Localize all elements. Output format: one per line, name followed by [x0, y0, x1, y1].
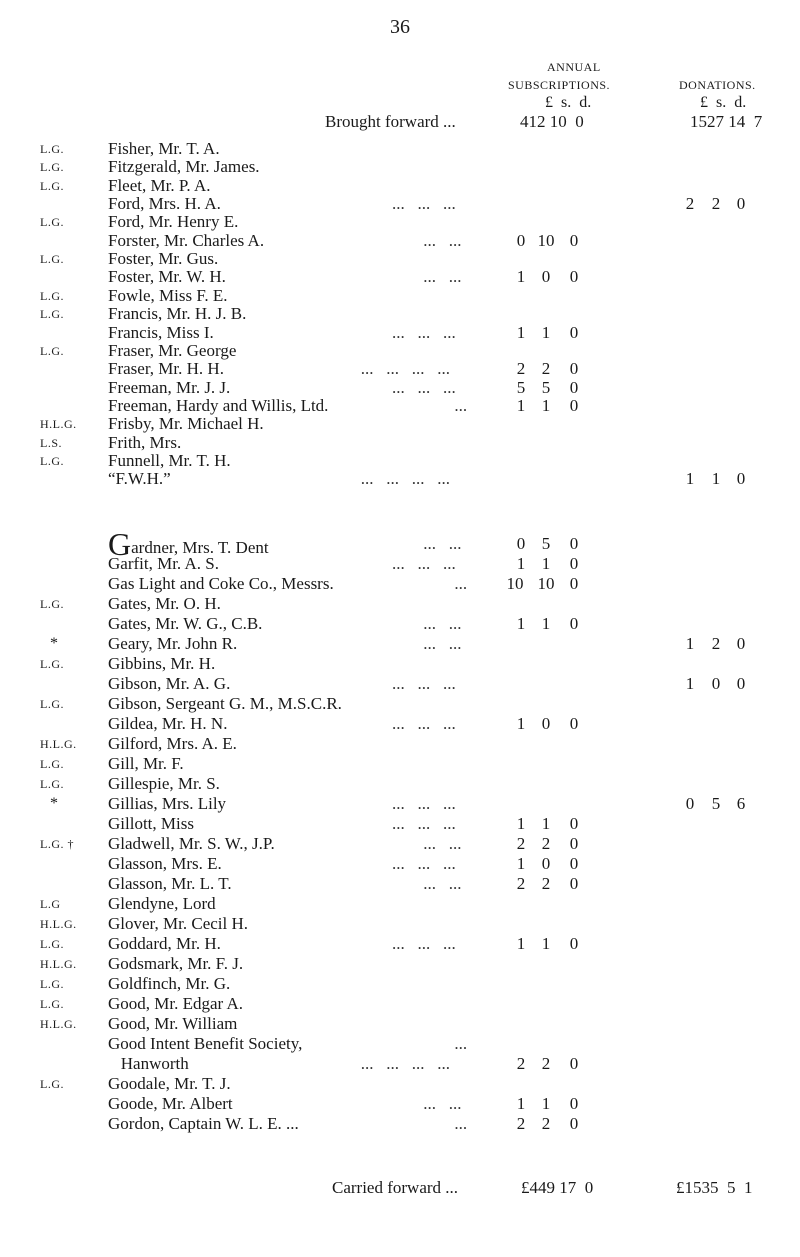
- donation-amount-shillings: 2: [711, 194, 721, 214]
- annual-amount-shillings: 0: [541, 267, 551, 287]
- entry-name: Glover, Mr. Cecil H.: [108, 914, 249, 933]
- annual-amount-pence: 0: [569, 554, 579, 573]
- annual-amount-pounds: 1: [516, 614, 526, 633]
- list-item: [0, 286, 800, 306]
- leader-dots: ...: [454, 395, 468, 415]
- list-item: [0, 341, 800, 361]
- list-item: [0, 814, 800, 834]
- list-item: [0, 526, 800, 562]
- entry-name: Good, Mr. Edgar A.: [108, 994, 244, 1013]
- entry-mark: L.G.: [40, 937, 64, 951]
- leader-dots: ... ... ...: [392, 674, 456, 693]
- entry-name: Gates, Mr. O. H.: [108, 594, 221, 613]
- list-item: [0, 954, 800, 974]
- annual-amount-shillings: 5: [541, 377, 551, 397]
- annual-amount-shillings: 10: [537, 230, 555, 250]
- donations-header: DONATIONS.: [679, 78, 756, 92]
- list-item: [0, 194, 800, 214]
- annual-amount-pence: 0: [569, 1094, 579, 1113]
- annual-amount-pounds: 1: [516, 814, 526, 833]
- list-item: [0, 414, 800, 434]
- annual-amount-pence: 0: [569, 322, 579, 342]
- annual-amount-shillings: 1: [541, 1094, 551, 1113]
- list-item: [0, 694, 800, 714]
- annual-amount-pence: 0: [569, 359, 579, 379]
- leader-dots: ...: [454, 1034, 468, 1053]
- donation-amount-pounds: 1: [685, 634, 695, 653]
- brought-forward-label: Brought forward ...: [325, 112, 456, 131]
- annual-amount-shillings: 10: [537, 574, 555, 593]
- annual-amount-pence: 0: [569, 714, 579, 733]
- list-item: [0, 634, 800, 654]
- list-item: [0, 249, 800, 269]
- annual-amount-shillings: 0: [541, 854, 551, 873]
- list-item: [0, 774, 800, 794]
- entry-name: Fitzgerald, Mr. James.: [108, 157, 260, 177]
- entry-name: Gillott, Miss: [108, 814, 194, 833]
- donation-amount-shillings: 1: [711, 469, 721, 489]
- annual-amount-pence: 0: [569, 1114, 579, 1133]
- leader-dots: ... ... ... ...: [360, 469, 451, 489]
- entry-name: Gibson, Mr. A. G.: [108, 674, 231, 693]
- leader-dots: ... ...: [423, 634, 462, 653]
- entry-name: Gildea, Mr. H. N.: [108, 714, 228, 733]
- entry-name: Freeman, Hardy and Willis, Ltd.: [108, 395, 329, 415]
- leader-dots: ... ... ...: [392, 377, 456, 397]
- annual-amount-shillings: 2: [541, 1114, 551, 1133]
- entry-mark: H.L.G.: [40, 917, 77, 931]
- annual-amount-pounds: 2: [516, 1114, 526, 1133]
- carried-forward-label: Carried forward ...: [332, 1178, 459, 1197]
- list-item: [0, 734, 800, 754]
- carried-forward-annual: £449 17 0: [521, 1178, 594, 1197]
- annual-amount-pounds: 0: [516, 230, 526, 250]
- annual-header: ANNUAL: [547, 60, 601, 74]
- annual-amount-shillings: 2: [541, 834, 551, 853]
- leader-dots: ... ... ...: [392, 854, 456, 873]
- annual-amount-pounds: 2: [516, 359, 526, 379]
- entry-mark: L.G.: [40, 453, 64, 468]
- entry-name: Glasson, Mrs. E.: [108, 854, 222, 873]
- annual-amount-pence: 0: [569, 267, 579, 287]
- list-item: [0, 754, 800, 774]
- annual-amount-pounds: 1: [516, 322, 526, 342]
- entry-mark: L.G.: [40, 307, 64, 322]
- annual-amount-pounds: 2: [516, 1054, 526, 1073]
- entry-name: Funnell, Mr. T. H.: [108, 450, 231, 470]
- leader-dots: ... ... ...: [392, 714, 456, 733]
- annual-amount-shillings: 1: [541, 814, 551, 833]
- annual-amount-shillings: 5: [541, 534, 551, 553]
- annual-amount-shillings: 1: [541, 395, 551, 415]
- entry-name: Gordon, Captain W. L. E. ...: [108, 1114, 299, 1133]
- entry-name: Gates, Mr. W. G., C.B.: [108, 614, 263, 633]
- list-item: [0, 974, 800, 994]
- annual-amount-pounds: 1: [516, 395, 526, 415]
- list-item: [0, 451, 800, 471]
- list-item: [0, 914, 800, 934]
- entry-name: Garfit, Mr. A. S.: [108, 554, 219, 573]
- leader-dots: ... ... ...: [392, 554, 456, 573]
- list-item: [0, 874, 800, 894]
- donation-amount-pounds: 0: [685, 794, 695, 813]
- entry-mark: L.G.: [40, 252, 64, 267]
- entry-name: Gladwell, Mr. S. W., J.P.: [108, 834, 275, 853]
- annual-amount-pounds: 1: [516, 1094, 526, 1113]
- entry-mark: L.G.: [40, 215, 64, 230]
- entry-initial: G: [108, 526, 132, 562]
- list-item: [0, 267, 800, 287]
- annual-amount-pounds: 1: [516, 854, 526, 873]
- list-item: [0, 1074, 800, 1094]
- entry-name: Goddard, Mr. H.: [108, 934, 221, 953]
- donation-amount-shillings: 5: [711, 794, 721, 813]
- annual-amount-shillings: 1: [541, 322, 551, 342]
- entry-mark: L.G.: [40, 757, 64, 771]
- entry-name: Gilford, Mrs. A. E.: [108, 734, 237, 753]
- entry-mark: L.G. †: [40, 837, 74, 851]
- list-item: [0, 212, 800, 232]
- annual-amount-shillings: 0: [541, 714, 551, 733]
- donation-amount-pence: 0: [736, 634, 746, 653]
- leader-dots: ...: [454, 574, 468, 593]
- leader-dots: ... ... ... ...: [360, 359, 451, 379]
- entry-mark: H.L.G.: [40, 417, 77, 432]
- list-item: [0, 378, 800, 398]
- entry-mark: L.G.: [40, 777, 64, 791]
- leader-dots: ... ... ...: [392, 194, 456, 214]
- list-item: [0, 157, 800, 177]
- list-item: [0, 654, 800, 674]
- entry-name: Gillias, Mrs. Lily: [108, 794, 227, 813]
- list-item: [0, 854, 800, 874]
- annual-amount-pence: 0: [569, 614, 579, 633]
- entry-name: Ford, Mrs. H. A.: [108, 194, 221, 214]
- entry-name: Forster, Mr. Charles A.: [108, 230, 265, 250]
- list-item: [0, 554, 800, 574]
- list-item: [0, 433, 800, 453]
- list-item: [0, 794, 800, 814]
- entry-mark: L.G.: [40, 697, 64, 711]
- list-item: [0, 304, 800, 324]
- entry-name: Freeman, Mr. J. J.: [108, 377, 231, 397]
- list-item: [0, 176, 800, 196]
- annual-amount-pounds: 2: [516, 834, 526, 853]
- list-item: [0, 231, 800, 251]
- leader-dots: ... ... ...: [392, 322, 456, 342]
- donations-units: £ s. d.: [700, 94, 747, 111]
- entry-mark: H.L.G.: [40, 1017, 77, 1031]
- donation-amount-pence: 6: [736, 794, 746, 813]
- list-item: [0, 834, 800, 854]
- donation-amount-pounds: 1: [685, 469, 695, 489]
- entry-name: Gibbins, Mr. H.: [108, 654, 216, 673]
- entry-mark: *: [50, 635, 59, 652]
- list-item: [0, 1094, 800, 1114]
- entry-name: “F.W.H.”: [108, 469, 171, 489]
- entry-name: Goode, Mr. Albert: [108, 1094, 233, 1113]
- entry-mark: L.G.: [40, 142, 64, 156]
- list-item: [0, 396, 800, 416]
- leader-dots: ... ... ...: [392, 934, 456, 953]
- annual-amount-pence: 0: [569, 377, 579, 397]
- annual-amount-pounds: 1: [516, 554, 526, 573]
- donation-amount-pence: 0: [736, 674, 746, 693]
- entry-mark: L.G: [40, 897, 61, 911]
- subscriptions-header: SUBSCRIPTIONS.: [508, 78, 611, 92]
- annual-amount-pence: 0: [569, 854, 579, 873]
- annual-amount-pounds: 2: [516, 874, 526, 893]
- annual-amount-pence: 0: [569, 1054, 579, 1073]
- list-item: [0, 139, 800, 159]
- donation-amount-shillings: 2: [711, 634, 721, 653]
- leader-dots: ... ...: [423, 614, 462, 633]
- leader-dots: ... ...: [423, 267, 462, 287]
- entry-name: Fraser, Mr. George: [108, 340, 237, 360]
- leader-dots: ... ...: [423, 230, 462, 250]
- entry-name: Foster, Mr. Gus.: [108, 249, 219, 269]
- annual-units: £ s. d.: [545, 94, 592, 111]
- list-item: [0, 1034, 800, 1054]
- list-item: [0, 1054, 800, 1074]
- entry-mark: *: [50, 795, 59, 812]
- annual-amount-pounds: 1: [516, 267, 526, 287]
- entry-name: Gibson, Sergeant G. M., M.S.C.R.: [108, 694, 342, 713]
- annual-amount-shillings: 2: [541, 359, 551, 379]
- donation-amount-pounds: 2: [685, 194, 695, 214]
- entry-mark: L.G.: [40, 160, 64, 175]
- annual-amount-pence: 0: [569, 874, 579, 893]
- entry-name: Hanworth: [108, 1054, 189, 1073]
- list-item: [0, 323, 800, 343]
- entry-mark: L.G.: [40, 977, 64, 991]
- annual-amount-pence: 0: [569, 814, 579, 833]
- list-item: [0, 894, 800, 914]
- annual-amount-shillings: 2: [541, 874, 551, 893]
- entry-name: Glendyne, Lord: [108, 894, 216, 913]
- annual-amount-pounds: 10: [506, 574, 524, 593]
- carried-forward-donations: £1535 5 1: [676, 1178, 753, 1197]
- list-item: [0, 1014, 800, 1034]
- list-item: [0, 714, 800, 734]
- annual-amount-pounds: 0: [516, 534, 526, 553]
- brought-forward-donations: 1527 14 7: [690, 112, 763, 131]
- entry-mark: L.G.: [40, 597, 64, 611]
- list-item: [0, 994, 800, 1014]
- entry-name: Fraser, Mr. H. H.: [108, 359, 224, 379]
- list-item: [0, 1114, 800, 1134]
- list-item: [0, 574, 800, 594]
- leader-dots: ... ...: [423, 874, 462, 893]
- annual-amount-pence: 0: [569, 395, 579, 415]
- annual-amount-pence: 0: [569, 230, 579, 250]
- donation-amount-pence: 0: [736, 194, 746, 214]
- entry-mark: L.G.: [40, 997, 64, 1011]
- list-item: [0, 594, 800, 614]
- annual-amount-pence: 0: [569, 574, 579, 593]
- donation-amount-pence: 0: [736, 469, 746, 489]
- list-item: [0, 469, 800, 489]
- entry-name: Fowle, Miss F. E.: [108, 285, 228, 305]
- entry-mark: L.G.: [40, 288, 64, 303]
- entry-mark: H.L.G.: [40, 737, 77, 751]
- entry-name: Goodale, Mr. T. J.: [108, 1074, 231, 1093]
- leader-dots: ... ... ...: [392, 814, 456, 833]
- brought-forward-annual: 412 10 0: [520, 112, 584, 131]
- entry-name: Gill, Mr. F.: [108, 754, 184, 773]
- annual-amount-shillings: 1: [541, 614, 551, 633]
- donation-amount-pounds: 1: [685, 674, 695, 693]
- leader-dots: ... ... ...: [392, 794, 456, 813]
- entry-name: Foster, Mr. W. H.: [108, 267, 226, 287]
- annual-amount-pounds: 1: [516, 934, 526, 953]
- entry-mark: H.L.G.: [40, 957, 77, 971]
- entry-name: Francis, Miss I.: [108, 322, 214, 342]
- entry-mark: L.G.: [40, 1077, 64, 1091]
- list-item: [0, 614, 800, 634]
- entry-mark: L.G.: [40, 657, 64, 671]
- annual-amount-pounds: 1: [516, 714, 526, 733]
- entry-name: Ford, Mr. Henry E.: [108, 212, 239, 232]
- list-item: [0, 934, 800, 954]
- entry-name: Geary, Mr. John R.: [108, 634, 238, 653]
- leader-dots: ... ...: [423, 1094, 462, 1113]
- entry-name: Gillespie, Mr. S.: [108, 774, 220, 793]
- entry-name: Francis, Mr. H. J. B.: [108, 304, 247, 324]
- entry-name: Fisher, Mr. T. A.: [108, 139, 220, 158]
- entry-name: Goldfinch, Mr. G.: [108, 974, 231, 993]
- donation-amount-shillings: 0: [711, 674, 721, 693]
- annual-amount-shillings: 2: [541, 1054, 551, 1073]
- annual-amount-shillings: 1: [541, 934, 551, 953]
- annual-amount-pence: 0: [569, 834, 579, 853]
- entry-mark: L.G.: [40, 343, 64, 358]
- annual-amount-shillings: 1: [541, 554, 551, 573]
- list-item: [0, 674, 800, 694]
- annual-amount-pence: 0: [569, 934, 579, 953]
- page-number: 36: [390, 16, 410, 38]
- entry-name: Good, Mr. William: [108, 1014, 238, 1033]
- annual-amount-pence: 0: [569, 534, 579, 553]
- leader-dots: ... ...: [423, 834, 462, 853]
- entry-name: Frisby, Mr. Michael H.: [108, 414, 264, 434]
- entry-name: Glasson, Mr. L. T.: [108, 874, 232, 893]
- entry-name: Frith, Mrs.: [108, 432, 182, 452]
- annual-amount-pounds: 5: [516, 377, 526, 397]
- entry-name-rest: ardner, Mrs. T. Dent: [131, 538, 269, 557]
- leader-dots: ...: [454, 1114, 468, 1133]
- entry-name: Good Intent Benefit Society,: [108, 1034, 303, 1053]
- leader-dots: ... ...: [423, 534, 462, 553]
- entry-name: Godsmark, Mr. F. J.: [108, 954, 244, 973]
- entry-mark: L.G.: [40, 178, 64, 193]
- entry-name: Fleet, Mr. P. A.: [108, 175, 211, 195]
- entry-mark: L.S.: [40, 435, 63, 450]
- entry-name: Gas Light and Coke Co., Messrs.: [108, 574, 334, 593]
- leader-dots: ... ... ... ...: [360, 1054, 451, 1073]
- list-item: [0, 359, 800, 379]
